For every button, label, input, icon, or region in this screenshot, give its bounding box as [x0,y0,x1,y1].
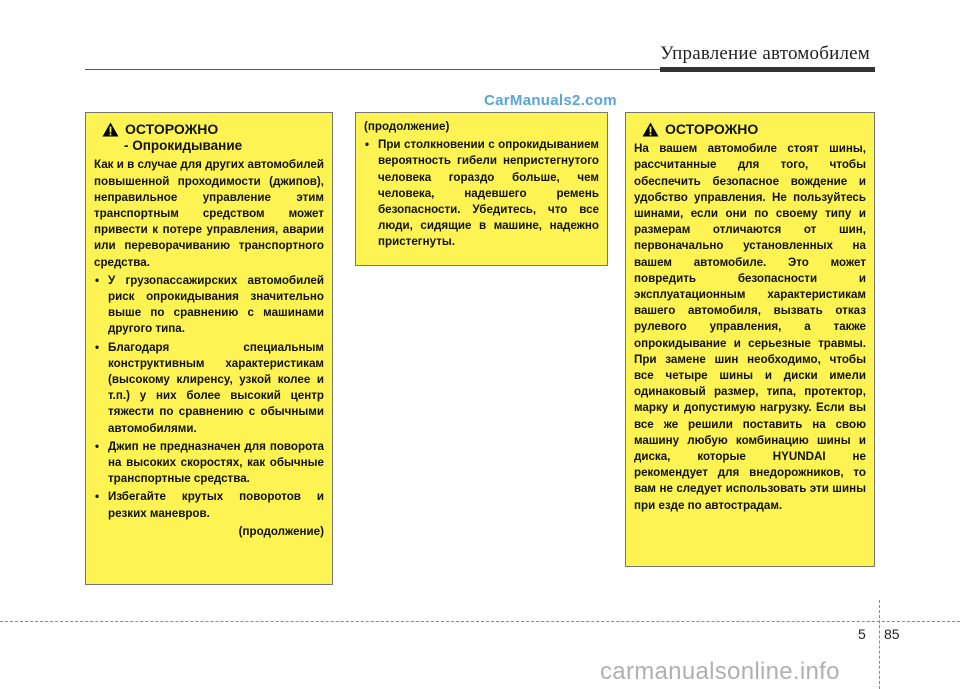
warning-heading [642,121,866,137]
footer-dashed-rule [0,621,960,622]
continued-label: (продолжение) [364,120,450,133]
page-header-title: Управление автомобилем [660,43,870,64]
header-rule [85,69,660,70]
warning-heading-text: ОСТОРОЖНО [665,121,759,137]
footer-vertical-rule [879,600,880,689]
warning-body: На вашем автомобиле стоят шины, рассчитанные для того, чтобы обеспечить безопасное вождение и удобство управления. Не пользуйтесь шинами, если они по своему типу и размерам отличаются от шин, первоначально установленных на вашем автомобиле. Это может повредить безопасности и эксплуатационным характеристикам вашего автомобиля, вызвать отказ рулевого управления, а также опрокидывание и серьезные травмы. При замене шин необходимо, чтобы все четыре шины и диски имели одинаковый размер, типа, протектор, марку и допустимую нагрузку. Если вы все же решили поставить на свою машину любую комбинацию шины и диска, которые HYUNDAI не рекомендует для внедорожников, то вам не следует использовать эти шины при езде по автострадам. [634,142,866,512]
warning-bullet: • Благодаря специальным конструктивным характеристикам (высокому клиренсу, узкой колее и т.п.) у них более высокий центр тяжести по сравнению с обычными автомобилями. [94,340,324,437]
warning-subtitle: - Опрокидывание [124,138,243,154]
warning-heading [102,121,324,137]
warning-bullet: • При столкновении с опрокидыванием вероятность гибели непристегнутого человека гораздо больше, чем человека, надевшего ремень безопасности. Убедитесь, что все люди, сидящие в машине, надежно пристегнуты. [364,137,599,250]
warning-heading-text: ОСТОРОЖНО [125,121,219,137]
warning-box-tires [625,112,875,567]
warning-bullet: • Джип не предназначен для поворота на высоких скоростях, как обычные транспортные средства. [94,439,324,488]
warning-box-rollover [85,112,333,585]
page-number: 85 [884,626,900,642]
chapter-number: 5 [858,626,866,642]
watermark-carmanualsonline: carmanualsonline.info [600,658,840,685]
warning-bullet: • Избегайте крутых поворотов и резких маневров. [94,489,324,521]
warning-bullet: • У грузопассажирских автомобилей риск опрокидывания значительно выше по сравнению с машинами другого типа. [94,273,324,338]
warning-triangle-icon [642,122,659,137]
watermark-carmanuals: CarManuals2.com [484,92,617,109]
warning-box-continued [355,112,608,266]
warning-intro: Как и в случае для других автомобилей повышенной проходимости (джипов), неправильное управление этим транспортным средством может привести к потере управления, аварии или переворачиванию транспортного средства. [94,158,324,269]
continued-label: (продолжение) [238,524,324,538]
warning-triangle-icon [102,122,119,137]
header-rule-thick [660,67,875,72]
